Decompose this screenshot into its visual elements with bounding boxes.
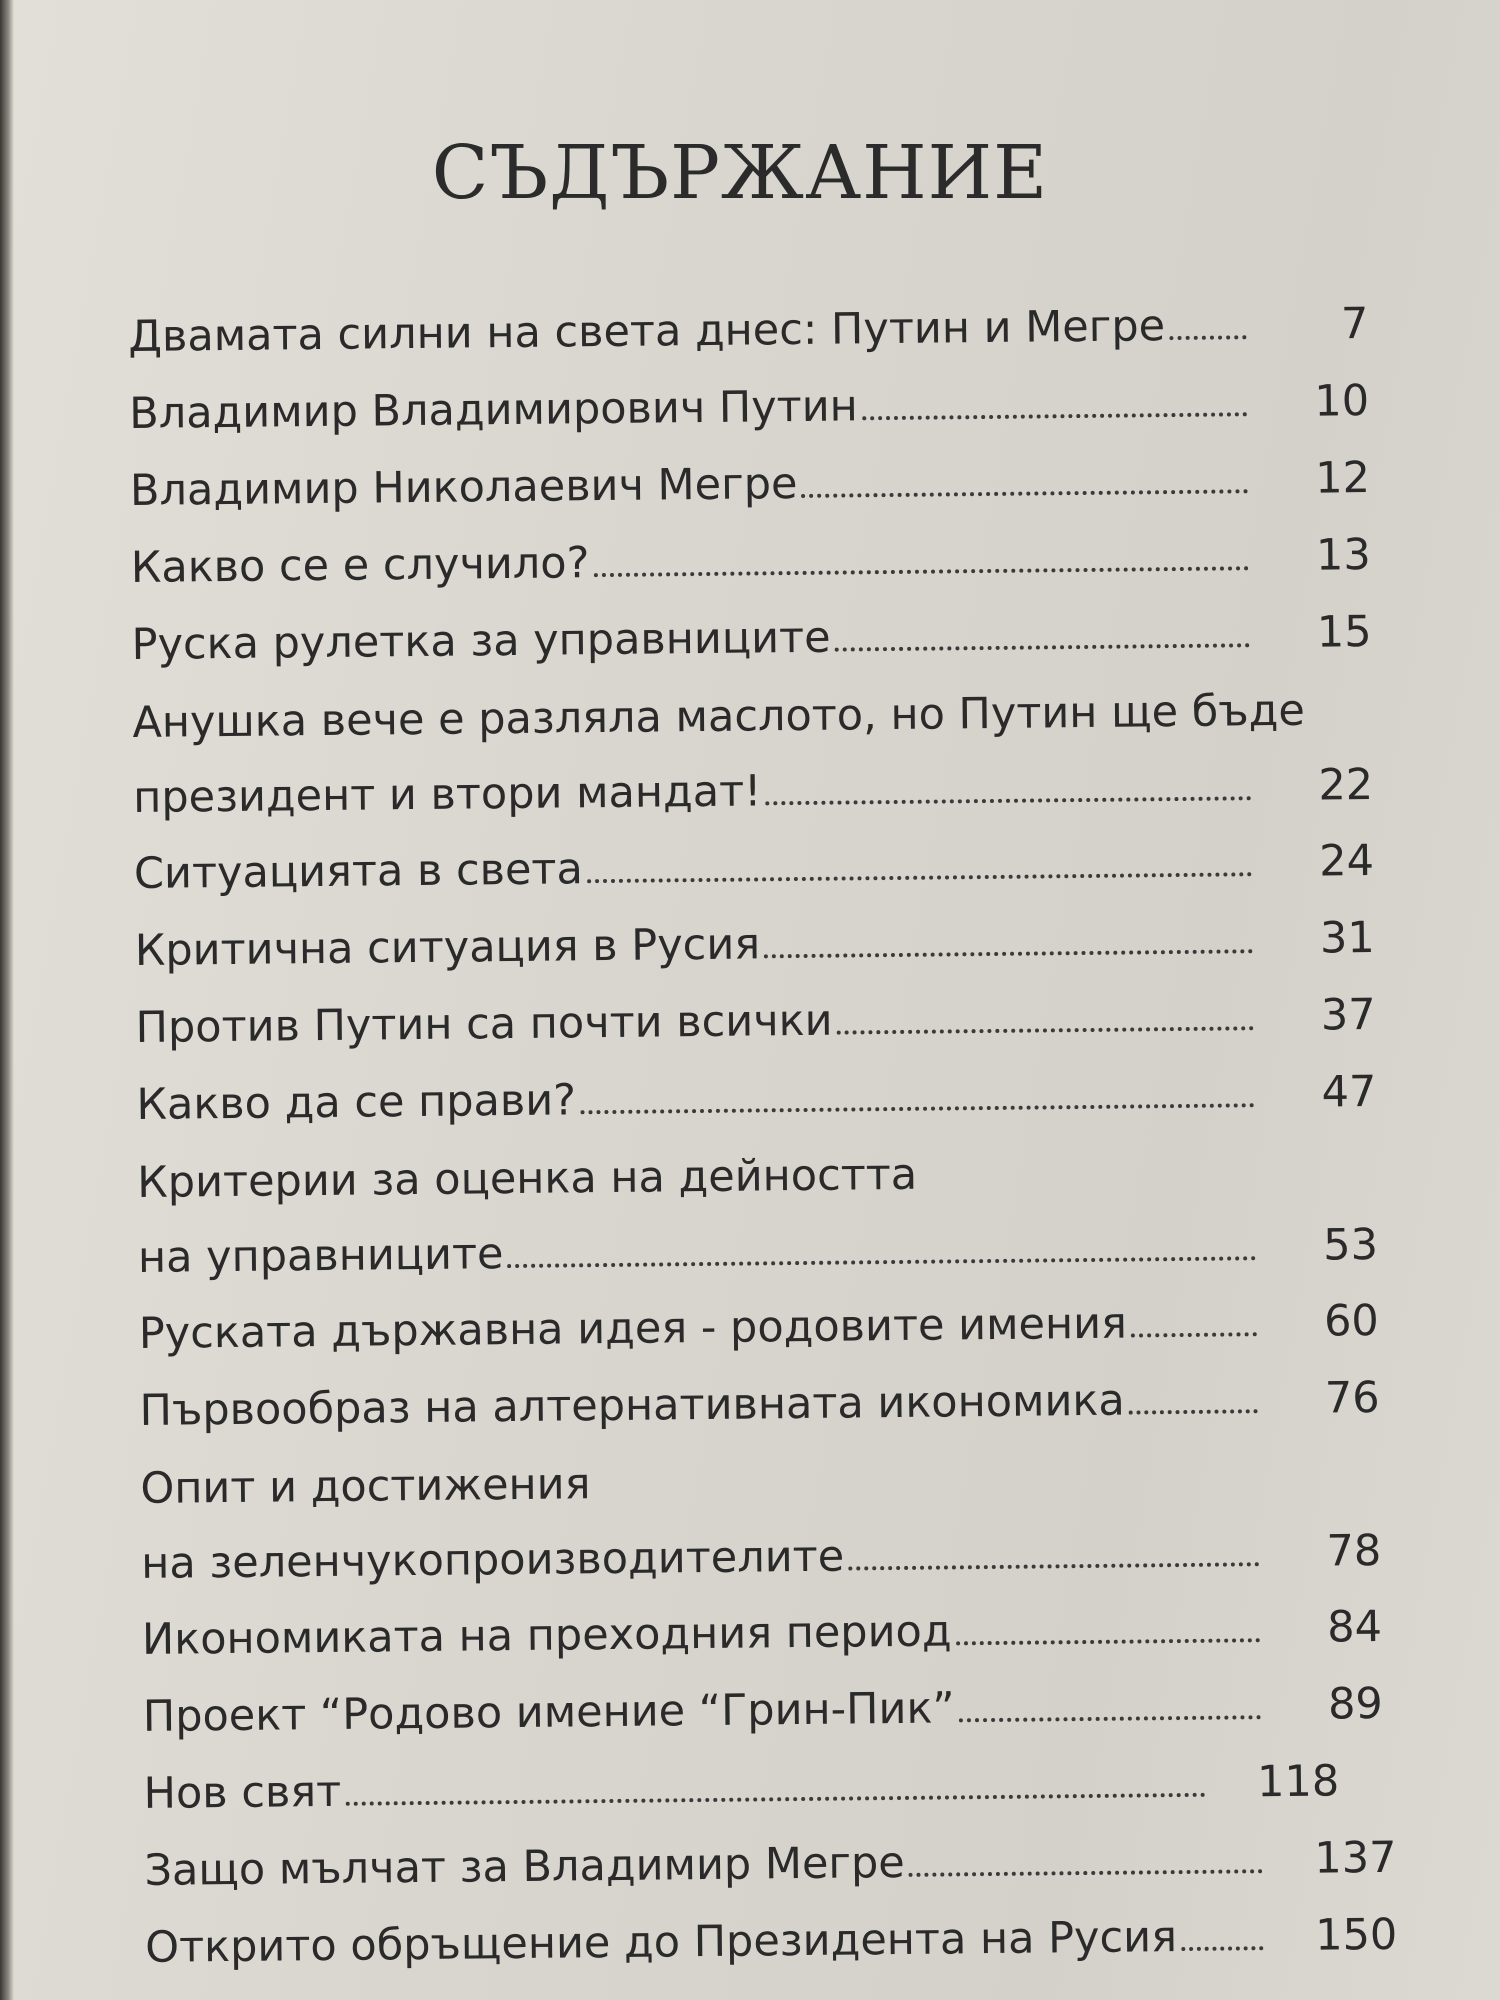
page-binding-edge [0, 0, 14, 2000]
toc-entry-page: 150 [1314, 1909, 1398, 1961]
toc-entry [132, 672, 1374, 837]
dot-leader [1131, 1332, 1257, 1337]
toc-entry-title: Икономиката на преходния период [141, 1606, 952, 1665]
toc-entry [137, 1132, 1379, 1297]
dot-leader [848, 1562, 1259, 1570]
toc-entry-title: Владимир Николаевич Мегре [129, 459, 798, 516]
dot-leader [862, 412, 1247, 420]
toc-entry-page: 47 [1321, 1066, 1377, 1118]
toc-entry-title: Против Путин са почти всички [135, 995, 833, 1053]
toc-entry [129, 364, 1370, 454]
toc-entry-page: 13 [1315, 530, 1372, 581]
dot-leader [765, 796, 1251, 805]
dot-leader [956, 1638, 1260, 1645]
toc-entry [138, 1284, 1379, 1374]
toc-entry-title: Владимир Владимирович Путин [128, 381, 859, 439]
toc-entry-page: 12 [1314, 453, 1371, 504]
toc-entry-page: 37 [1320, 989, 1376, 1041]
toc-entry-page: 78 [1326, 1525, 1382, 1577]
toc-entry-title: Открито обръщение до Президента на Русия [144, 1912, 1178, 1973]
toc-entry-title-line2: президент и втори мандат! [132, 766, 762, 823]
dot-leader [837, 1026, 1254, 1034]
dot-leader [580, 1103, 1254, 1114]
toc-entry-page: 118 [1256, 1756, 1340, 1808]
toc-entry-title: Двамата силни на света днес: Путин и Мегре [128, 301, 1166, 362]
toc-entry-title: Руската държавна идея - родовите имения [138, 1298, 1128, 1359]
toc-entry-title: Какво да се прави? [136, 1075, 577, 1130]
toc-entry [131, 595, 1372, 685]
toc-entry [134, 901, 1375, 991]
toc-entry-title: Руска рулетка за управниците [131, 612, 831, 670]
toc-entry-page: 10 [1314, 376, 1370, 427]
toc-entry-title-line2: на управниците [137, 1229, 504, 1283]
dot-leader [508, 1256, 1257, 1268]
toc-entry [140, 1438, 1382, 1603]
toc-entry [130, 441, 1371, 531]
dot-leader [345, 1793, 1205, 1806]
toc-entry-page: 31 [1319, 912, 1376, 964]
dot-leader [835, 643, 1250, 651]
toc-entry-title: Какво се е случило? [130, 538, 590, 593]
dot-leader [1181, 1946, 1263, 1951]
toc-entry [142, 1590, 1383, 1680]
toc-entry-title-line1: Анушка вече е разляла маслото, но Путин ще бъде [132, 685, 1306, 748]
toc-entry [136, 1055, 1377, 1145]
toc-entry [139, 1361, 1380, 1451]
toc-entry [143, 1744, 1384, 1834]
toc-entry [144, 1898, 1398, 1988]
toc-entry-title: Първообраз на алтернативната икономика [139, 1375, 1125, 1436]
toc-entry-page: 22 [1318, 759, 1374, 811]
toc-entry-page: 89 [1327, 1678, 1384, 1730]
toc-entry-title: Ситуацията в света [133, 844, 584, 899]
toc-entry-title-line1: Критерии за оценка на дейността [136, 1149, 918, 1208]
toc-entry-title-line2: на зеленчукопроизводителите [140, 1531, 845, 1589]
dot-leader [959, 1715, 1261, 1722]
table-of-contents [128, 287, 1398, 1988]
toc-entry [130, 518, 1371, 608]
toc-entry-page: 84 [1326, 1601, 1383, 1653]
toc-entry [128, 287, 1369, 377]
toc-entry-page: 7 [1340, 299, 1369, 350]
dot-leader [593, 566, 1248, 577]
dot-leader [909, 1869, 1263, 1877]
toc-entry-page: 24 [1318, 835, 1375, 887]
toc-entry [134, 824, 1375, 914]
dot-leader [587, 872, 1252, 883]
toc-entry [142, 1667, 1383, 1757]
toc-entry-page: 137 [1314, 1832, 1397, 1884]
toc-entry-title: Защо мълчат за Владимир Мегре [144, 1837, 905, 1896]
toc-entry [144, 1821, 1397, 1911]
page-title: СЪДЪРЖАНИЕ [431, 130, 1049, 216]
toc-entry-page: 76 [1324, 1372, 1380, 1424]
toc-entry-title: Нов свят [143, 1766, 342, 1819]
dot-leader [1129, 1409, 1258, 1414]
toc-entry-title: Проект “Родово имение “Грин-Пик” [142, 1683, 955, 1742]
dot-leader [802, 489, 1249, 498]
toc-entry-page: 60 [1323, 1295, 1380, 1347]
dot-leader [764, 949, 1253, 958]
toc-entry-title-line1: Опит и достижения [140, 1459, 591, 1514]
dot-leader [1169, 335, 1246, 340]
toc-entry-page: 53 [1322, 1219, 1379, 1271]
toc-entry-page: 15 [1316, 606, 1372, 658]
toc-entry [135, 978, 1376, 1068]
toc-entry-title: Критична ситуация в Русия [134, 919, 761, 976]
